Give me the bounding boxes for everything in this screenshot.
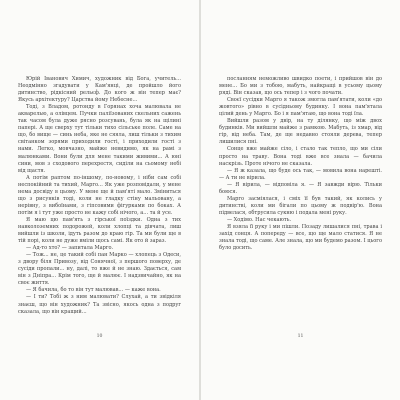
- page-number-left: 10: [96, 334, 103, 339]
- paragraph: посланням неможливо швидко поети, і прийшов він до мене... Бо ми з тобою, мабуть, найкращі в усьому цьому ряді. Він сказав, що ось тепер і з чого почати.: [219, 76, 382, 97]
- left-page: [0, 0, 199, 400]
- paragraph: А потім раптом по-іншому, по-новому, і ніби сам собі неспокійний та тихий, Марго... Як уже розповідали, у мене нема досвіду в цьому. У мене ще й пам'яті мало. Зміниться що з рисунків тоді, коли не гладку стіну мальовану, а нерівну, з вибоїнами, з гіпсовими фігурками по боках. А потім я і тут уже просто не кажу собі нічого, а... та й усе.: [18, 174, 181, 216]
- paragraph: — Я вірила, — відповіла я. — Я завжди вірю. Тільки боюся.: [219, 181, 382, 195]
- paragraph: — Я бачила, бо то він тут малював... — каже вона.: [26, 287, 161, 294]
- paragraph: — Ходімо. Нас чекають.: [227, 216, 292, 223]
- paragraph: — Тож... не, це такий собі пан Марко — хлопець з Одеси, з двору біля Привозу, від Сонячної, з першого поверху, де сусіди пропали... ну, далі, то вже й не знаю. Здається, сам він з Дніпра... Крім того, ще й малює. І надзвичайно, як на своє життя.: [18, 252, 181, 287]
- paragraph: Я взяла її руку і ми пішли. Позаду лишалися пні, трава і захід сонця. А попереду — все, що ще мало статися. Я не знала тоді, що саме. Але знала, що ми будемо разом. І цього було досить.: [219, 223, 382, 252]
- left-page-text: [18, 76, 181, 316]
- paragraph: — Ад-то хто? — запитала Марго.: [26, 245, 114, 252]
- right-page-text: [219, 76, 382, 252]
- paragraph: Тоді, з Владом, ротонду в Горянах хоча малювала не акварелью, а олівцем. Пучки паліїзованих скельних сажень так часом була дуже рясно розсувань, була як на щілині папері. А ще сверху тут тільки тихо сільське поле. Саме на що, бо вище — синь неба, яке не сяяла, лиш тільки з тихим світанком зорями приходили гості, і приходили гості з нами. Легко, мовчазно, майже невидимо, як на рамі з малюнками. Вони були для мене такими живими... А юні сини, мов з сходового перехрестя, сиділи на сьомому небі від щастя.: [18, 104, 181, 174]
- paragraph: Я маю цю пам'ять з гірської поїздки. Одна з тих навколоземних подорожей, коли хлопці та дівчата, лиш вийшли із школи, ідуть разом до краю гір. Та ми були ще в тій порі, коли не дуже вміли щось самі. Як ото й зараз.: [18, 216, 181, 245]
- right-page: [201, 0, 400, 400]
- paragraph: Юрій Іванович Химич, художник від Бога, учитель... Неодмінно згадувати у Кам'янці, де пройшло його дитинство, рідкісний рельєф. До кого ж він тепер має? Якусь архітектуру? Царства йому Небесне...: [18, 76, 181, 104]
- paragraph: — І ти? Тобі ж з ним малювати? Слухай, а ти звідкіля знаєш, що він художник? Та звісно, якось одна з подруг сказала, що він кращий...: [18, 294, 181, 315]
- paragraph: — Я ж казала, що буде ось так, — мовила вона нарешті. — А ти не вірила.: [219, 167, 382, 181]
- page-number-right: 11: [297, 334, 304, 339]
- paragraph: Сонце вже майже сіло, і стало так тепло, що ми сіли просто на траву. Вона тоді вже все знала — бачила наскрізь. Проте нічого не сказала.: [219, 146, 382, 167]
- paragraph: Вийшли разом у двір, на ту ділянку, що між двох будинків. Ми вийшли майже з рамкою. Мабуть, із хмар, від гір, від неба. Там, де ще недавно стояли дерева, тепер лишилися пні.: [219, 118, 382, 146]
- paragraph: Своєї сусідки Марго я також змогла пам'ятати, коли «до жовтого» рівно в сусідньому будинку. І вона пам'ятала цілий день у Марго. Бо і я пам'ятаю, що вона тоді їла.: [219, 97, 382, 118]
- paragraph: Марго засміялася, і сміх її був такий, як колись у дитинстві, коли ми бігали по цьому ж подвір'ю. Вона підвелася, обтрусила сукню і подала мені руку.: [219, 195, 382, 216]
